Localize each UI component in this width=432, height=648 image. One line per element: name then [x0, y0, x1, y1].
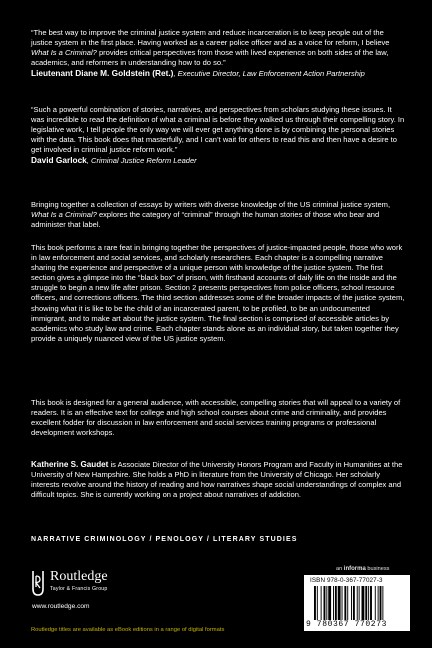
barcode-bar [382, 586, 383, 620]
barcode-bar [321, 586, 322, 620]
barcode-bar [375, 586, 376, 620]
intro-text-start: Bringing together a collection of essays by writers with diverse knowledge of the US criminal justice system, [31, 200, 391, 209]
barcode-bar [317, 586, 318, 620]
description-paragraph: This book performs a rare feat in bringing together the perspectives of justice-impacted people, those who work in law enforcement and social services, and scholarly researchers. Each chapter is a compelling narrative sharing the experience and perspective of a unique person with knowledge of the justice system. The first section gives a glimpse into the “black box” of prison, with firsthand accounts of daily life on the inside and the struggle to begin a new life after prison. Section 2 presents perspectives from police officers, school resource officers, and corrections officers. The third section addresses some of the broader impacts of the justice system, showing what it is like to be the child of an incarcerated parent, to be profiled, to be an undocumented immigrant, and to make art about the justice system. The final section is comprised of accessible articles by academics who study law and crime. Each chapter stands alone as an individual story, but taken together they provide a uniquely nuanced view of the US justice system. [31, 243, 405, 343]
barcode-bar [338, 586, 341, 620]
author-bio [31, 460, 407, 500]
publisher-url: www.routledge.com [32, 603, 90, 610]
subject-categories: NARRATIVE CRIMINOLOGY / PENOLOGY / LITERARY STUDIES [31, 536, 298, 543]
barcode-bar [335, 586, 337, 620]
barcode-bar [324, 586, 326, 620]
publisher-tagline: Taylor & Francis Group [50, 586, 108, 592]
publisher-name: Routledge [50, 569, 108, 584]
author-name: Katherine S. Gaudet [31, 460, 109, 469]
audience-paragraph: This book is designed for a general audience, with accessible, compelling stories that will appeal to a variety of readers. It is an effective text for college and high school courses about crime and criminality, and provides excellent fodder for discussion in law enforcement and social services training programs or professional development workshops. [31, 398, 401, 438]
barcode-bar [347, 586, 348, 620]
barcode-bar [342, 586, 343, 620]
barcode-bar [344, 586, 346, 620]
barcode-bar [328, 586, 331, 620]
intro-book-title: What Is a Criminal? [31, 210, 97, 220]
barcode-bar [353, 586, 355, 620]
barcode-bar [368, 586, 369, 620]
quote-attribution [31, 155, 407, 166]
barcode-bar [333, 586, 334, 620]
barcode-bar [362, 586, 365, 620]
routledge-logo-icon [32, 569, 44, 597]
quote-text-start: “The best way to improve the criminal justice system and reduce incarceration is to keep people out of the justice system in the first place. Having worked as a career police officer and as a voice for reform, I believe [31, 28, 390, 48]
barcode-bar [378, 586, 379, 620]
informa-prefix: an [336, 566, 344, 572]
intro-paragraph [31, 200, 407, 230]
quote-text [31, 28, 407, 68]
barcode-bar [357, 586, 358, 620]
barcode-bar [359, 586, 360, 620]
isbn-barcode [304, 575, 410, 631]
barcode-bar [314, 586, 316, 620]
barcode-bar [365, 586, 367, 620]
barcode-bar [380, 586, 382, 620]
barcode-bars [314, 586, 404, 620]
quote-attribution [31, 68, 407, 79]
informa-suffix: business [365, 566, 390, 572]
informa-business-label [336, 566, 389, 572]
isbn-text: ISBN 978-0-367-77027-3 [310, 577, 383, 584]
author-bio-text: is Associate Director of the University Honors Program and Faculty in Humanities at the University of New Hampshire. She holds a PhD in literature from the University of Chicago. Her scholarly interests revolve around the history of reading and how narratives shape social understandings of complex and difficult topics. She is currently working on a project about narratives of addiction. [31, 460, 403, 500]
quote-author-role: , Criminal Justice Reform Leader [86, 156, 197, 166]
publisher-logo [32, 568, 172, 598]
quote-text: “Such a powerful combination of stories, narratives, and perspectives from scholars studying these issues. It was incredible to read the definition of what a criminal is before they walked us through their compelling story. In legislative work, I tell people the only way we will ever get anything done is by combining the personal stories with the data. This book does that masterfully, and I can’t wait for others to read this and then have a desire to get involved in criminal justice reform work.” [31, 105, 405, 155]
quote-book-title: What Is a Criminal? [31, 48, 97, 58]
informa-brand: informa [343, 566, 366, 572]
ebook-note: Routledge titles are available as eBook editions in a range of digital formats [31, 627, 225, 633]
quote-text-end: provides critical perspectives from those with lived experience on both sides of the law, academics, and reformers in understanding how to do so.” [31, 48, 389, 68]
endorsement-quote-1 [31, 28, 407, 79]
quote-author: Lieutenant Diane M. Goldstein (Ret.) [31, 68, 174, 79]
barcode-number: 9 780367 770273 [306, 620, 388, 629]
barcode-bar [370, 586, 372, 620]
barcode-bar [326, 586, 327, 620]
quote-author-role: , Executive Director, Law Enforcement Action Partnership [173, 69, 365, 79]
barcode-bar [351, 586, 352, 620]
intro-text-end: explores the category of “criminal” through the human stories of those who bear and administer that label. [31, 210, 380, 230]
quote-author: David Garlock [31, 155, 87, 166]
endorsement-quote-2 [31, 105, 407, 167]
